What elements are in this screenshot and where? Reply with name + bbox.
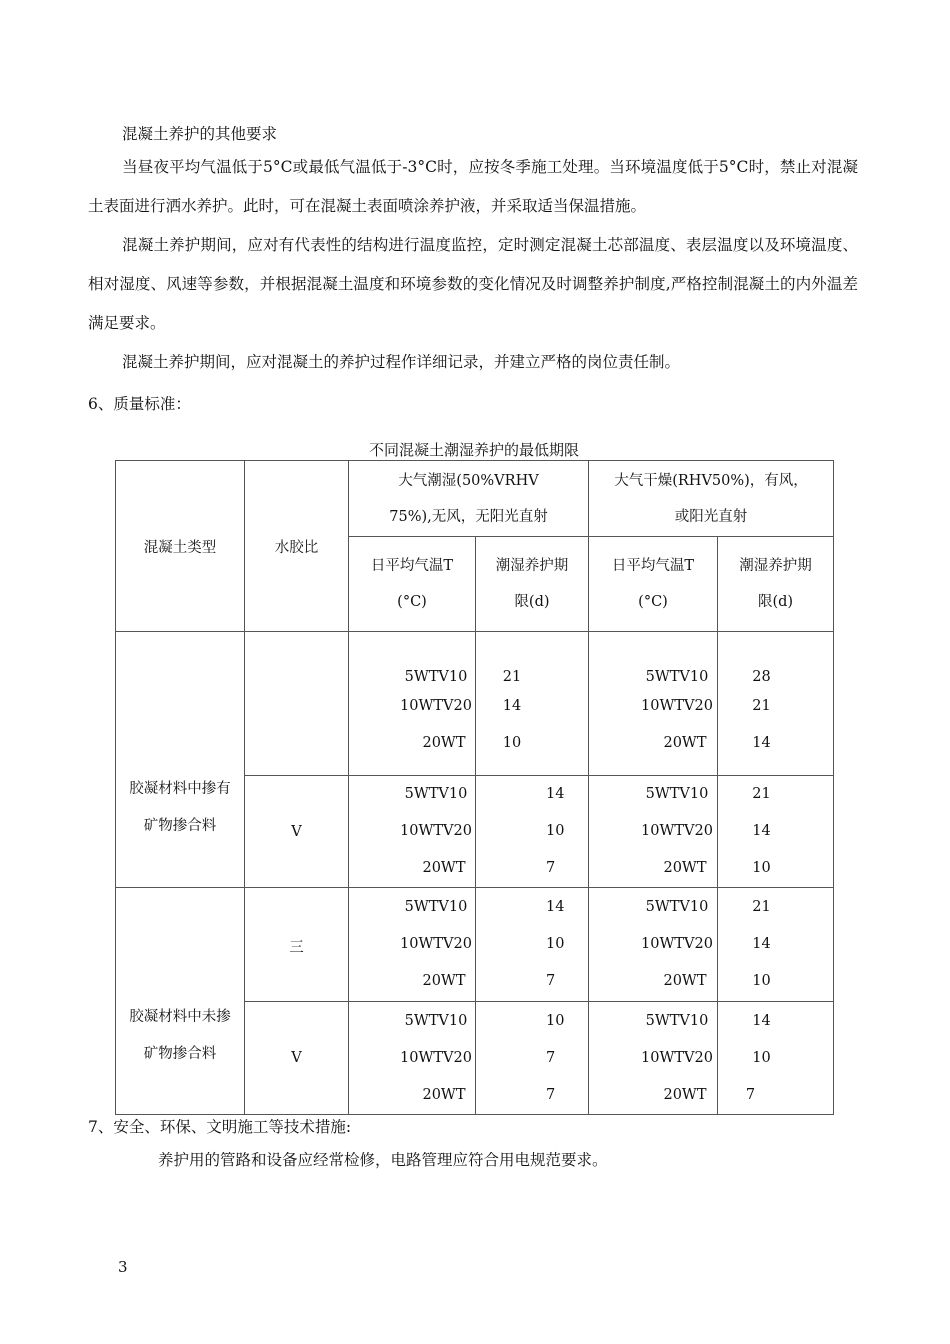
header-temp-humid: 日平均气温T (°C): [349, 537, 476, 632]
group-label-with-admixture: 胶凝材料中掺有矿物掺合料: [116, 632, 245, 888]
curing-period-table: [115, 460, 834, 1115]
header-period-humid: 潮湿养护期 限(d): [476, 537, 589, 632]
header-water-binder-ratio: 水胶比: [245, 461, 349, 632]
page-number: 3: [118, 1258, 128, 1276]
header-humid: 大气潮湿(50%VRHV 75%),无风，无阳光直射: [349, 461, 589, 537]
table-caption: 不同混凝土潮湿养护的最低期限: [368, 441, 579, 459]
temp-range-cell: 5WTV10 10WTV20 20WT: [589, 888, 718, 1002]
ratio-cell: 三: [245, 888, 349, 1002]
curing-days-cell: 21 14 10: [718, 888, 834, 1002]
curing-days-cell: 14 10 7: [476, 888, 589, 1002]
temp-range-cell: 5WTV10 10WTV20 20WT: [349, 888, 476, 1002]
temp-range-cell: 5WTV10 10WTV20 20WT: [589, 1002, 718, 1115]
temp-range-cell: 5WTV10 10WTV20 20WT: [589, 776, 718, 888]
temp-range-cell: 5WTV10 10WTV20 20WT: [589, 632, 718, 776]
curing-days-cell: 28 21 14: [718, 632, 834, 776]
header-period-dry: 潮湿养护期 限(d): [718, 537, 834, 632]
ratio-cell: V: [245, 776, 349, 888]
paragraph-winter: 当昼夜平均气温低于5°C或最低气温低于-3°C时，应按冬季施工处理。当环境温度低于5°C时，禁止对混凝土表面进行洒水养护。此时，可在混凝土表面喷涂养护液，并采取适当保温措施。: [88, 158, 858, 215]
header-temp-dry: 日平均气温T (°C): [589, 537, 718, 632]
section-6-heading: 6、质量标准：: [88, 395, 191, 413]
group-label-without-admixture: 胶凝材料中未掺矿物掺合料: [116, 888, 245, 1115]
header-dry: 大气干燥(RHV50%)，有风， 或阳光直射: [589, 461, 834, 537]
temp-range-cell: 5WTV10 10WTV20 20WT: [349, 1002, 476, 1115]
curing-days-cell: 14 10 7: [476, 776, 589, 888]
paragraph-monitoring: 混凝土养护期间，应对有代表性的结构进行温度监控，定时测定混凝土芯部温度、表层温度以及环境温度、相对湿度、风速等参数，并根据混凝土温度和环境参数的变化情况及时调整养护制度,严格控制混凝土的内外温差满足要求。: [88, 236, 858, 332]
paragraph-maintenance: 养护用的管路和设备应经常检修，电路管理应符合用电规范要求。: [158, 1151, 608, 1169]
temp-range-cell: 5WTV10 10WTV20 20WT: [349, 632, 476, 776]
header-concrete-type: 混凝土类型: [116, 461, 245, 632]
curing-days-cell: 21 14 10: [476, 632, 589, 776]
curing-days-cell: 10 7 7: [476, 1002, 589, 1115]
paragraph-records: 混凝土养护期间，应对混凝土的养护过程作详细记录，并建立严格的岗位责任制。: [122, 353, 681, 371]
ratio-cell: [245, 632, 349, 776]
ratio-cell: V: [245, 1002, 349, 1115]
section-subheading: 混凝土养护的其他要求: [122, 125, 278, 143]
curing-days-cell: 21 14 10: [718, 776, 834, 888]
temp-range-cell: 5WTV10 10WTV20 20WT: [349, 776, 476, 888]
curing-days-cell: 14 10 7: [718, 1002, 834, 1115]
section-7-heading: 7、安全、环保、文明施工等技术措施:: [88, 1118, 352, 1136]
